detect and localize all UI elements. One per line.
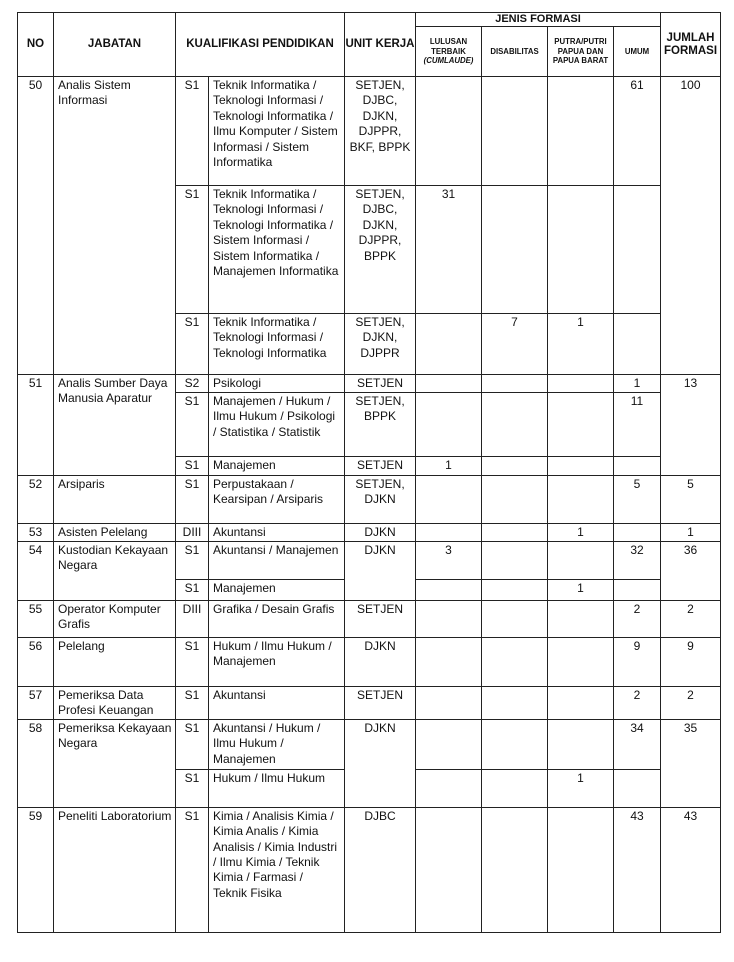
- table-row: [18, 719, 721, 769]
- row-papua: [548, 807, 614, 932]
- row-disabilitas: [482, 375, 548, 393]
- row-papua: [548, 476, 614, 524]
- header-umum: UMUM: [614, 27, 661, 77]
- row-umum: [614, 457, 661, 476]
- row-unit: SETJEN, DJBC, DJKN, DJPPR, BPPK: [345, 186, 416, 314]
- header-papua: [548, 27, 614, 77]
- row-papua: 1: [548, 580, 614, 601]
- row-umum: 1: [614, 375, 661, 393]
- row-jumlah: 9: [661, 638, 721, 687]
- row-no: 59: [18, 807, 54, 932]
- row-umum: 9: [614, 638, 661, 687]
- header-no: NO: [18, 13, 54, 77]
- row-education: Akuntansi / Hukum / Ilmu Hukum / Manajemen: [209, 719, 345, 769]
- row-cumlaude: [416, 476, 482, 524]
- row-umum: 5: [614, 476, 661, 524]
- row-papua: [548, 638, 614, 687]
- row-education: Kimia / Analisis Kimia / Kimia Analis / Kimia Analisis / Kimia Industri / Ilmu Kimia / Teknik Kimia / Farmasi / Teknik Fisika: [209, 807, 345, 932]
- row-jumlah: 2: [661, 687, 721, 720]
- header-row-top: [18, 13, 721, 27]
- row-umum: [614, 314, 661, 375]
- row-unit: DJKN: [345, 719, 416, 807]
- row-papua: 1: [548, 769, 614, 807]
- row-cumlaude: [416, 77, 482, 186]
- row-jabatan: Analis Sistem Informasi: [54, 77, 176, 375]
- header-jumlah-formasi: JUMLAH FORMASI: [661, 13, 721, 77]
- row-no: 51: [18, 375, 54, 476]
- row-disabilitas: [482, 580, 548, 601]
- row-disabilitas: [482, 77, 548, 186]
- row-unit: SETJEN: [345, 457, 416, 476]
- row-jabatan: Kustodian Kekayaan Negara: [54, 542, 176, 601]
- row-level: S1: [176, 457, 209, 476]
- table-row: [18, 638, 721, 687]
- row-umum: 34: [614, 719, 661, 769]
- row-level: S1: [176, 186, 209, 314]
- row-education: Hukum / Ilmu Hukum / Manajemen: [209, 638, 345, 687]
- row-level: S1: [176, 393, 209, 457]
- row-education: Teknik Informatika / Teknologi Informasi / Teknologi Informatika / Sistem Informasi / Sistem Informatika / Manajemen Informatika: [209, 186, 345, 314]
- header-papua-label: PUTRA/PUTRI PAPUA DAN PAPUA BARAT: [552, 37, 609, 66]
- row-unit: DJKN: [345, 524, 416, 542]
- row-education: Teknik Informatika / Teknologi Informasi / Teknologi Informatika: [209, 314, 345, 375]
- row-cumlaude: [416, 638, 482, 687]
- row-level: S1: [176, 687, 209, 720]
- row-no: 53: [18, 524, 54, 542]
- row-umum: 2: [614, 601, 661, 638]
- row-cumlaude: [416, 375, 482, 393]
- row-papua: 1: [548, 524, 614, 542]
- row-education: Akuntansi: [209, 687, 345, 720]
- table-row: [18, 77, 721, 186]
- row-disabilitas: [482, 601, 548, 638]
- header-unit-kerja: UNIT KERJA: [345, 13, 416, 77]
- row-level: S1: [176, 542, 209, 580]
- row-papua: [548, 77, 614, 186]
- row-no: 57: [18, 687, 54, 720]
- table-row: [18, 601, 721, 638]
- row-cumlaude: 31: [416, 186, 482, 314]
- row-jabatan: Operator Komputer Grafis: [54, 601, 176, 638]
- row-umum: 43: [614, 807, 661, 932]
- row-umum: 61: [614, 77, 661, 186]
- row-jabatan: Asisten Pelelang: [54, 524, 176, 542]
- header-lulusan-label: LULUSAN TERBAIK: [429, 37, 468, 56]
- row-papua: [548, 375, 614, 393]
- row-disabilitas: [482, 186, 548, 314]
- row-education: Manajemen: [209, 457, 345, 476]
- row-level: S1: [176, 807, 209, 932]
- row-jumlah: 13: [661, 375, 721, 476]
- row-papua: [548, 542, 614, 580]
- row-education: Manajemen: [209, 580, 345, 601]
- row-papua: [548, 601, 614, 638]
- row-unit: SETJEN: [345, 601, 416, 638]
- row-cumlaude: [416, 393, 482, 457]
- row-no: 50: [18, 77, 54, 375]
- row-no: 54: [18, 542, 54, 601]
- formasi-table: [17, 12, 721, 933]
- row-education: Hukum / Ilmu Hukum: [209, 769, 345, 807]
- row-cumlaude: [416, 580, 482, 601]
- row-jabatan: Arsiparis: [54, 476, 176, 524]
- row-level: S1: [176, 314, 209, 375]
- row-education: Psikologi: [209, 375, 345, 393]
- row-disabilitas: [482, 807, 548, 932]
- formasi-document: [17, 12, 720, 933]
- row-jabatan: Pemeriksa Data Profesi Keuangan: [54, 687, 176, 720]
- row-umum: [614, 769, 661, 807]
- row-unit: DJKN: [345, 542, 416, 601]
- row-level: S1: [176, 580, 209, 601]
- table-row: [18, 542, 721, 580]
- row-education: Akuntansi / Manajemen: [209, 542, 345, 580]
- row-papua: [548, 393, 614, 457]
- header-cumlaude-label: (CUMLAUDE): [423, 56, 474, 66]
- row-cumlaude: 3: [416, 542, 482, 580]
- row-umum: [614, 580, 661, 601]
- row-umum: 32: [614, 542, 661, 580]
- row-cumlaude: [416, 524, 482, 542]
- row-education: Manajemen / Hukum / Ilmu Hukum / Psikologi / Statistika / Statistik: [209, 393, 345, 457]
- row-no: 52: [18, 476, 54, 524]
- row-level: S1: [176, 638, 209, 687]
- row-cumlaude: [416, 769, 482, 807]
- row-jumlah: 5: [661, 476, 721, 524]
- table-row: [18, 375, 721, 393]
- row-papua: [548, 719, 614, 769]
- row-papua: 1: [548, 314, 614, 375]
- row-papua: [548, 457, 614, 476]
- row-cumlaude: [416, 601, 482, 638]
- row-disabilitas: 7: [482, 314, 548, 375]
- row-disabilitas: [482, 524, 548, 542]
- row-no: 56: [18, 638, 54, 687]
- row-level: DIII: [176, 524, 209, 542]
- row-education: Perpustakaan / Kearsipan / Arsiparis: [209, 476, 345, 524]
- header-disabilitas: DISABILITAS: [482, 27, 548, 77]
- row-disabilitas: [482, 542, 548, 580]
- table-row: [18, 807, 721, 932]
- row-level: S1: [176, 476, 209, 524]
- row-jabatan: Peneliti Laboratorium: [54, 807, 176, 932]
- row-level: S1: [176, 719, 209, 769]
- row-disabilitas: [482, 769, 548, 807]
- row-education: Teknik Informatika / Teknologi Informasi / Teknologi Informatika / Ilmu Komputer / Sistem Informasi / Sistem Informatika: [209, 77, 345, 186]
- row-level: S1: [176, 77, 209, 186]
- row-jumlah: 35: [661, 719, 721, 807]
- row-cumlaude: [416, 314, 482, 375]
- row-jumlah: 36: [661, 542, 721, 601]
- table-row: [18, 524, 721, 542]
- row-papua: [548, 186, 614, 314]
- row-unit: SETJEN: [345, 687, 416, 720]
- row-jumlah: 2: [661, 601, 721, 638]
- row-jumlah: 43: [661, 807, 721, 932]
- row-jabatan: Pemeriksa Kekayaan Negara: [54, 719, 176, 807]
- row-cumlaude: [416, 719, 482, 769]
- header-jabatan: JABATAN: [54, 13, 176, 77]
- row-no: 58: [18, 719, 54, 807]
- row-cumlaude: 1: [416, 457, 482, 476]
- row-unit: DJBC: [345, 807, 416, 932]
- row-unit: SETJEN, DJKN, DJPPR: [345, 314, 416, 375]
- row-unit: SETJEN, DJBC, DJKN, DJPPR, BKF, BPPK: [345, 77, 416, 186]
- row-jabatan: Pelelang: [54, 638, 176, 687]
- row-papua: [548, 687, 614, 720]
- row-unit: SETJEN: [345, 375, 416, 393]
- row-level: S1: [176, 769, 209, 807]
- row-jabatan: Analis Sumber Daya Manusia Aparatur: [54, 375, 176, 476]
- table-row: [18, 476, 721, 524]
- row-unit: DJKN: [345, 638, 416, 687]
- table-row: [18, 687, 721, 720]
- row-jumlah: 100: [661, 77, 721, 375]
- row-disabilitas: [482, 719, 548, 769]
- row-cumlaude: [416, 687, 482, 720]
- row-jumlah: 1: [661, 524, 721, 542]
- header-jenis-formasi: JENIS FORMASI: [416, 13, 661, 27]
- row-disabilitas: [482, 393, 548, 457]
- row-disabilitas: [482, 687, 548, 720]
- row-umum: [614, 186, 661, 314]
- row-level: DIII: [176, 601, 209, 638]
- row-education: Akuntansi: [209, 524, 345, 542]
- row-umum: [614, 524, 661, 542]
- header-lulusan-terbaik: [416, 27, 482, 77]
- row-umum: 11: [614, 393, 661, 457]
- header-kualifikasi: KUALIFIKASI PENDIDIKAN: [176, 13, 345, 77]
- row-umum: 2: [614, 687, 661, 720]
- row-disabilitas: [482, 638, 548, 687]
- row-disabilitas: [482, 457, 548, 476]
- row-no: 55: [18, 601, 54, 638]
- row-unit: SETJEN, BPPK: [345, 393, 416, 457]
- row-cumlaude: [416, 807, 482, 932]
- row-disabilitas: [482, 476, 548, 524]
- row-unit: SETJEN, DJKN: [345, 476, 416, 524]
- row-level: S2: [176, 375, 209, 393]
- row-education: Grafika / Desain Grafis: [209, 601, 345, 638]
